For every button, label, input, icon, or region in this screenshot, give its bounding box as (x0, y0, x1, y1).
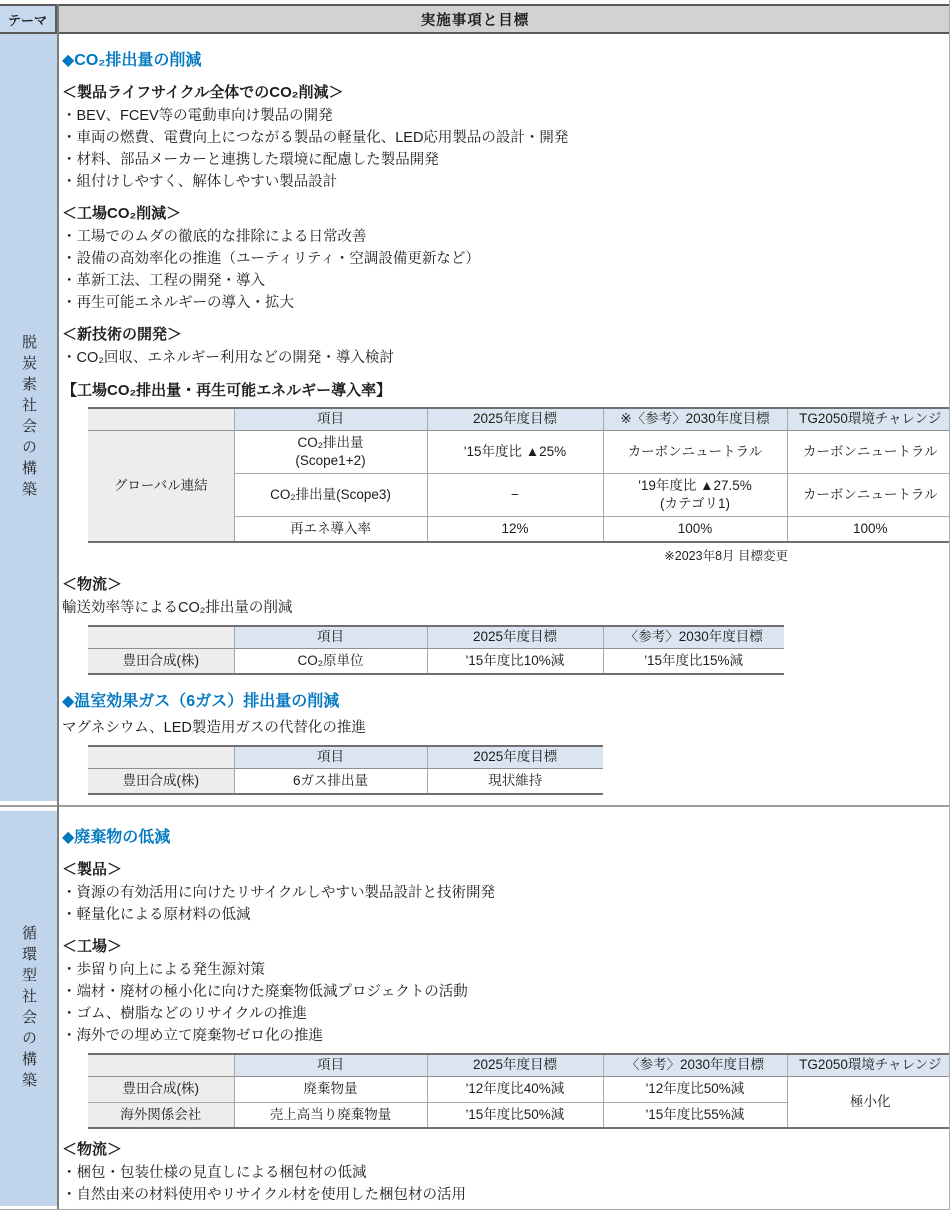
table-cell: 100% (787, 516, 949, 542)
body (0, 34, 949, 1206)
section-decarbonization (0, 34, 949, 801)
sidebar-divider-line (57, 4, 59, 1209)
bullet-item: ・工場でのムダの徹底的な排除による日常改善 (62, 229, 367, 245)
table-cell: 売上高当り廃棄物量 (234, 1102, 427, 1128)
section-recycling (0, 811, 949, 1206)
column-header: 項目 (234, 626, 427, 648)
bullet-list (62, 105, 947, 193)
bullet-item: ・革新工法、工程の開発・導入 (62, 273, 265, 289)
table-cell: 現状維持 (427, 768, 603, 794)
column-header: 2025年度目標 (427, 746, 603, 768)
sub-heading: ＜物流＞ (62, 576, 123, 593)
bullet-item: ・梱包・包装仕様の見直しによる梱包材の低減 (62, 1165, 367, 1181)
bullet-item: ・自然由来の材料使用やリサイクル材を使用した梱包材の活用 (62, 1187, 466, 1203)
bullet-item: ・資源の有効活用に向けたリサイクルしやすい製品設計と技術開発 (62, 885, 495, 901)
table-cell: CO₂排出量(Scope3) (234, 473, 427, 516)
content-recycling (57, 811, 949, 1206)
table-note: ※2023年8月 目標変更 (664, 549, 788, 563)
table-cell: '15年度比15%減 (603, 648, 784, 674)
column-header: 〈参考〉2030年度目標 (603, 626, 784, 648)
table-cell: 12% (427, 516, 603, 542)
column-header: 2025年度目標 (427, 1054, 603, 1076)
column-header: 項目 (234, 408, 427, 430)
column-header: 〈参考〉2030年度目標 (603, 1054, 787, 1076)
sidebar-cell-recycling (0, 811, 57, 1206)
factory-co2-table (88, 407, 949, 543)
content-decarbonization (57, 34, 949, 801)
table-cell: '15年度比50%減 (427, 1102, 603, 1128)
table-cell: − (427, 473, 603, 516)
sub-heading: ＜新技術の開発＞ (62, 326, 183, 343)
table-cell: 再エネ導入率 (234, 516, 427, 542)
table-cell: 廃棄物量 (234, 1076, 427, 1102)
column-header: TG2050環境チャレンジ (787, 1054, 949, 1076)
six-gas-table (88, 745, 603, 795)
bullet-list (62, 1162, 947, 1206)
bullet-item: ・海外での埋め立て廃棄物ゼロ化の推進 (62, 1028, 323, 1044)
bullet-list (62, 347, 947, 369)
table-cell: CO₂原単位 (234, 648, 427, 674)
text-line: マグネシウム、LED製造用ガスの代替化の推進 (62, 720, 366, 736)
table-cell: カーボンニュートラル (787, 430, 949, 473)
bullet-item: ・CO₂回収、エネルギー利用などの開発・導入検討 (62, 350, 394, 366)
column-header (88, 746, 234, 768)
theme-label-decarbonization: 脱炭素社会の構築 (20, 333, 37, 502)
table-cell: '15年度比55%減 (603, 1102, 787, 1128)
bullet-item: ・BEV、FCEV等の電動車向け製品の開発 (62, 108, 333, 124)
sidebar-cell-decarbonization (0, 34, 57, 801)
column-header (88, 1054, 234, 1076)
row-header-cell: 海外関係会社 (88, 1102, 234, 1128)
bullet-item: ・端材・廃材の極小化に向けた廃棄物低減プロジェクトの活動 (62, 984, 468, 1000)
theme-label-recycling: 循環型社会の構築 (20, 924, 37, 1093)
section-heading: ◆CO₂排出量の削減 (62, 52, 202, 69)
table-cell: カーボンニュートラル (603, 430, 787, 473)
table-cell: '12年度比40%減 (427, 1076, 603, 1102)
sub-heading: ＜製品＞ (62, 861, 123, 878)
column-header: 2025年度目標 (427, 408, 603, 430)
table-cell: '15年度比10%減 (427, 648, 603, 674)
text-line: 輸送効率等によるCO₂排出量の削減 (62, 600, 293, 616)
bullet-item: ・材料、部品メーカーと連携した環境に配慮した製品開発 (62, 152, 439, 168)
row-header-cell: グローバル連結 (88, 430, 234, 542)
waste-table (88, 1053, 949, 1129)
bullet-list (62, 882, 947, 926)
column-header (88, 408, 234, 430)
table-cell: '19年度比 ▲27.5% (カテゴリ1) (603, 473, 787, 516)
bullet-item: ・組付けしやすく、解体しやすい製品設計 (62, 174, 338, 190)
row-header-cell: 豊田合成(株) (88, 768, 234, 794)
bullet-list (62, 959, 947, 1047)
column-header: 項目 (234, 1054, 427, 1076)
table-cell: 100% (603, 516, 787, 542)
row-header-cell: 豊田合成(株) (88, 1076, 234, 1102)
theme-cell-decarbonization (0, 34, 57, 801)
sub-heading: ＜物流＞ (62, 1141, 123, 1158)
bullet-item: ・軽量化による原材料の低減 (62, 907, 251, 923)
sub-heading: ＜工場＞ (62, 938, 123, 955)
bullet-item: ・歩留り向上による発生源対策 (62, 962, 265, 978)
sub-heading: ＜工場CO₂削減＞ (62, 205, 182, 222)
bullet-item: ・車両の燃費、電費向上につながる製品の軽量化、LED応用製品の設計・開発 (62, 130, 569, 146)
table-cell: CO₂排出量 (Scope1+2) (234, 430, 427, 473)
section-heading: ◆温室効果ガス（6ガス）排出量の削減 (62, 693, 340, 710)
page-title: 実施事項と目標 (57, 6, 949, 32)
section-heading: ◆廃棄物の低減 (62, 829, 171, 846)
logistics-co2-table (88, 625, 784, 675)
table-header-row (0, 4, 949, 34)
table-cell: 極小化 (787, 1076, 949, 1128)
theme-column-header: テーマ (0, 6, 57, 32)
column-header: 項目 (234, 746, 427, 768)
column-header (88, 626, 234, 648)
table-cell: 6ガス排出量 (234, 768, 427, 794)
table-cell: '15年度比 ▲25% (427, 430, 603, 473)
bullet-list (62, 226, 947, 314)
sub-heading: ＜製品ライフサイクル全体でのCO₂削減＞ (62, 84, 344, 101)
table-title: 【工場CO₂排出量・再生可能エネルギー導入率】 (62, 382, 392, 399)
bullet-item: ・設備の高効率化の推進（ユーティリティ・空調設備更新など） (62, 251, 480, 267)
table-cell: カーボンニュートラル (787, 473, 949, 516)
bullet-item: ・ゴム、樹脂などのリサイクルの推進 (62, 1006, 307, 1022)
section-divider (0, 805, 949, 807)
theme-cell-recycling (0, 811, 57, 1206)
row-header-cell: 豊田合成(株) (88, 648, 234, 674)
column-header: 2025年度目標 (427, 626, 603, 648)
column-header: TG2050環境チャレンジ (787, 408, 949, 430)
column-header: ※〈参考〉2030年度目標 (603, 408, 787, 430)
bullet-item: ・再生可能エネルギーの導入・拡大 (62, 295, 294, 311)
table-cell: '12年度比50%減 (603, 1076, 787, 1102)
